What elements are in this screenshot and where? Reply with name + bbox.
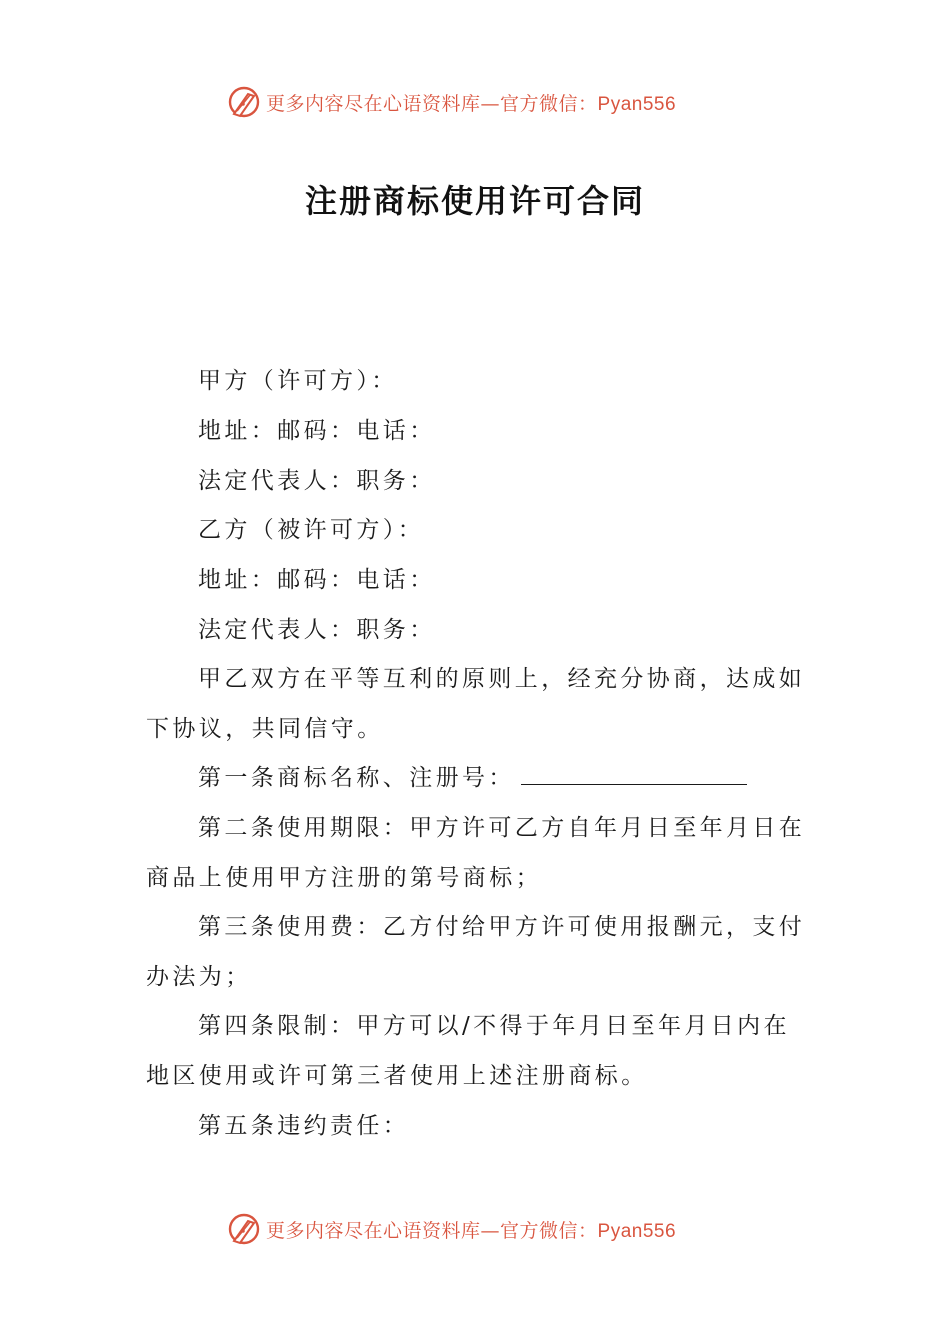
party-a-address-line: 地址：邮码：电话： [198,418,436,444]
article-2-paragraph: 第二条使用期限：甲方许可乙方自年月日至年月日在商品上使用甲方注册的第号商标； [146,815,806,891]
party-b-address-line: 地址：邮码：电话： [198,567,436,593]
wechat-label: 官方微信： [500,1220,598,1242]
pen-nib-logo-icon [226,84,262,120]
article-1-paragraph [146,753,810,803]
party-b-representative-line: 法定代表人：职务： [198,617,436,643]
watermark-text [266,89,676,116]
article-5-paragraph: 第五条违约责任： [198,1113,410,1139]
wechat-id: Pyan556 [597,94,677,115]
party-a-line: 甲方（许可方）： [198,368,398,394]
document-title: 注册商标使用许可合同 [304,182,645,220]
footer-watermark-banner [0,1209,950,1253]
article-4-paragraph: 第四条限制：甲方可以/不得于年月日至年月日内在地区使用或许可第三者使用上述注册商标。 [146,1013,790,1089]
wechat-label: 官方微信： [500,93,598,115]
party-b-line: 乙方（被许可方）： [198,517,425,543]
party-a-representative-line: 法定代表人：职务： [198,468,436,494]
header-watermark-banner [0,82,950,126]
pen-nib-logo-icon [226,1211,262,1247]
article-3-paragraph: 第三条使用费：乙方付给甲方许可使用报酬元，支付办法为； [146,914,806,990]
watermark-text [266,1216,676,1243]
watermark-separator: — [480,93,501,115]
article-1-text: 第一条商标名称、注册号： [198,765,515,791]
wechat-id: Pyan556 [597,1221,677,1242]
watermark-separator: — [480,1220,501,1242]
fill-in-blank [521,754,747,785]
watermark-slogan: 更多内容尽在心语资料库 [266,1220,481,1242]
watermark-slogan: 更多内容尽在心语资料库 [266,93,481,115]
preamble-paragraph: 甲乙双方在平等互利的原则上，经充分协商，达成如下协议，共同信守。 [146,666,806,742]
